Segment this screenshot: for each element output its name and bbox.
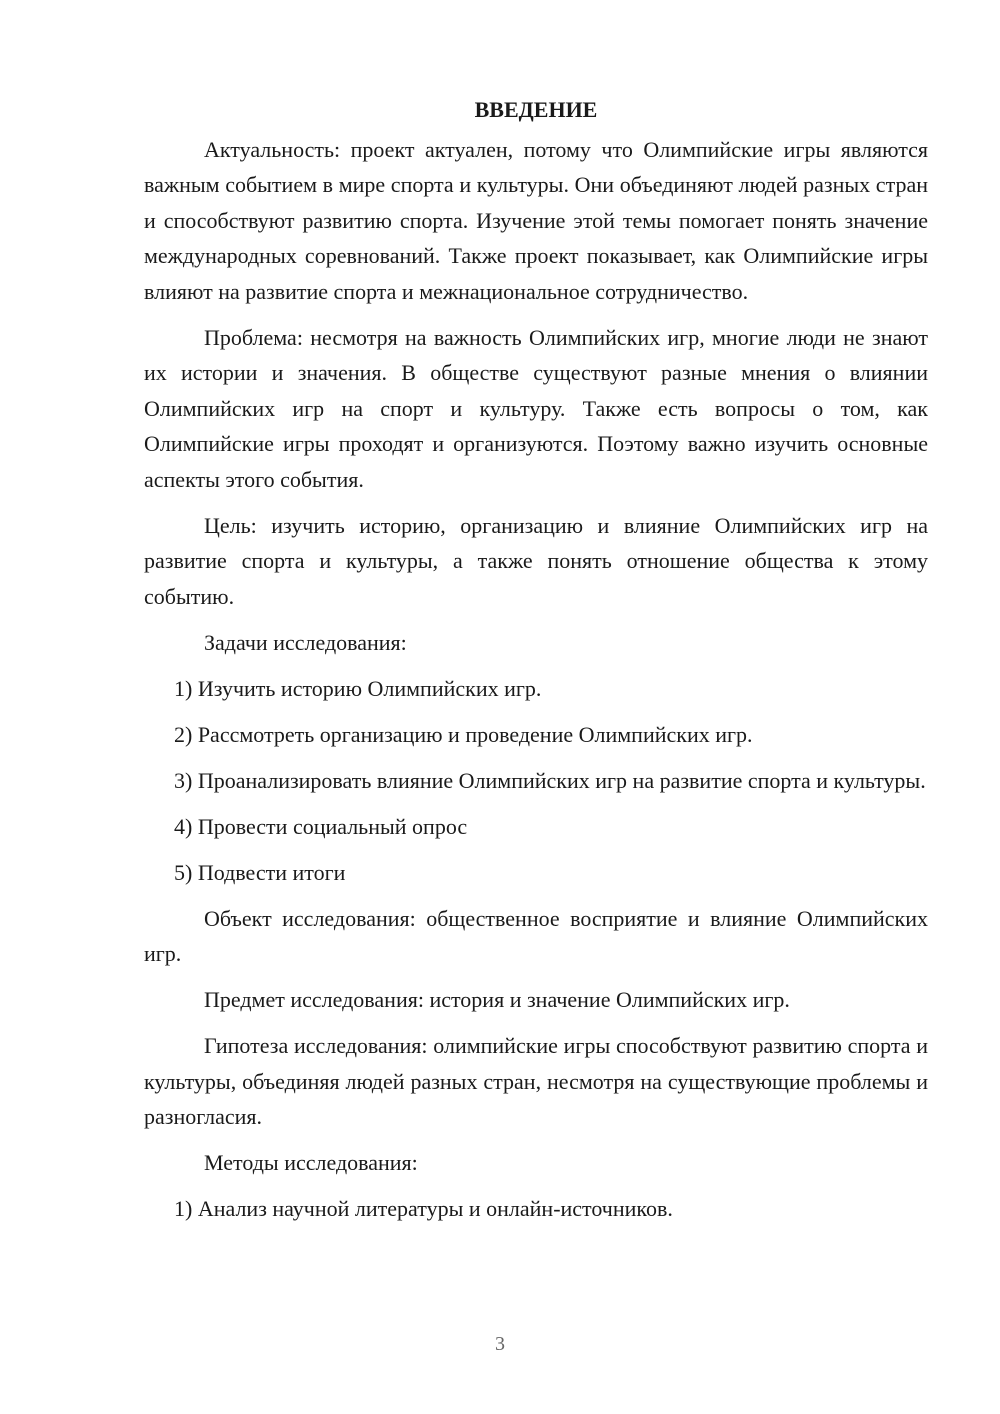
task-item-5: 5) Подвести итоги: [174, 859, 346, 885]
tasks-heading: Задачи исследования:: [204, 629, 407, 655]
object-paragraph: Объект исследования: общественное восприятие и влияние Олимпийских игр.: [144, 905, 928, 966]
subject-paragraph: Предмет исследования: история и значение Олимпийских игр.: [204, 987, 790, 1012]
task-item-3: 3) Проанализировать влияние Олимпийских игр на развитие спорта и культуры.: [174, 767, 926, 793]
document-page: [144, 92, 928, 1237]
method-item-1: 1) Анализ научной литературы и онлайн-источников.: [174, 1196, 673, 1221]
relevance-paragraph: Актуальность: проект актуален, потому что Олимпийские игры являются важным событием в мире спорта и культуры. Они объединяют людей разных стран и способствуют развитию спорта. Изучение этой темы помогает понять значение международных соревнований. Также проект показывает, как Олимпийские игры влияют на развитие спорта и межнациональное сотрудничество.: [144, 136, 928, 304]
task-item-4: 4) Провести социальный опрос: [174, 813, 468, 839]
methods-heading: Методы исследования:: [204, 1150, 418, 1175]
page-number: 3: [495, 1333, 505, 1355]
task-item-2: 2) Рассмотреть организацию и проведение Олимпийских игр.: [174, 721, 753, 747]
problem-paragraph: Проблема: несмотря на важность Олимпийских игр, многие люди не знают их истории и значения. В обществе существуют разные мнения о влиянии Олимпийских игр на спорт и культуру. Также есть вопросы о том, как Олимпийские игры проходят и организуются. Поэтому важно изучить основные аспекты этого события.: [144, 324, 928, 492]
document-title: ВВЕДЕНИЕ: [474, 97, 598, 122]
goal-paragraph: Цель: изучить историю, организацию и влияние Олимпийских игр на развитие спорта и культуры, а также понять отношение общества к этому событию.: [144, 512, 928, 609]
task-item-1: 1) Изучить историю Олимпийских игр.: [174, 675, 542, 701]
hypothesis-paragraph: Гипотеза исследования: олимпийские игры способствуют развитию спорта и культуры, объединяя людей разных стран, несмотря на существующие проблемы и разногласия.: [144, 1033, 928, 1129]
